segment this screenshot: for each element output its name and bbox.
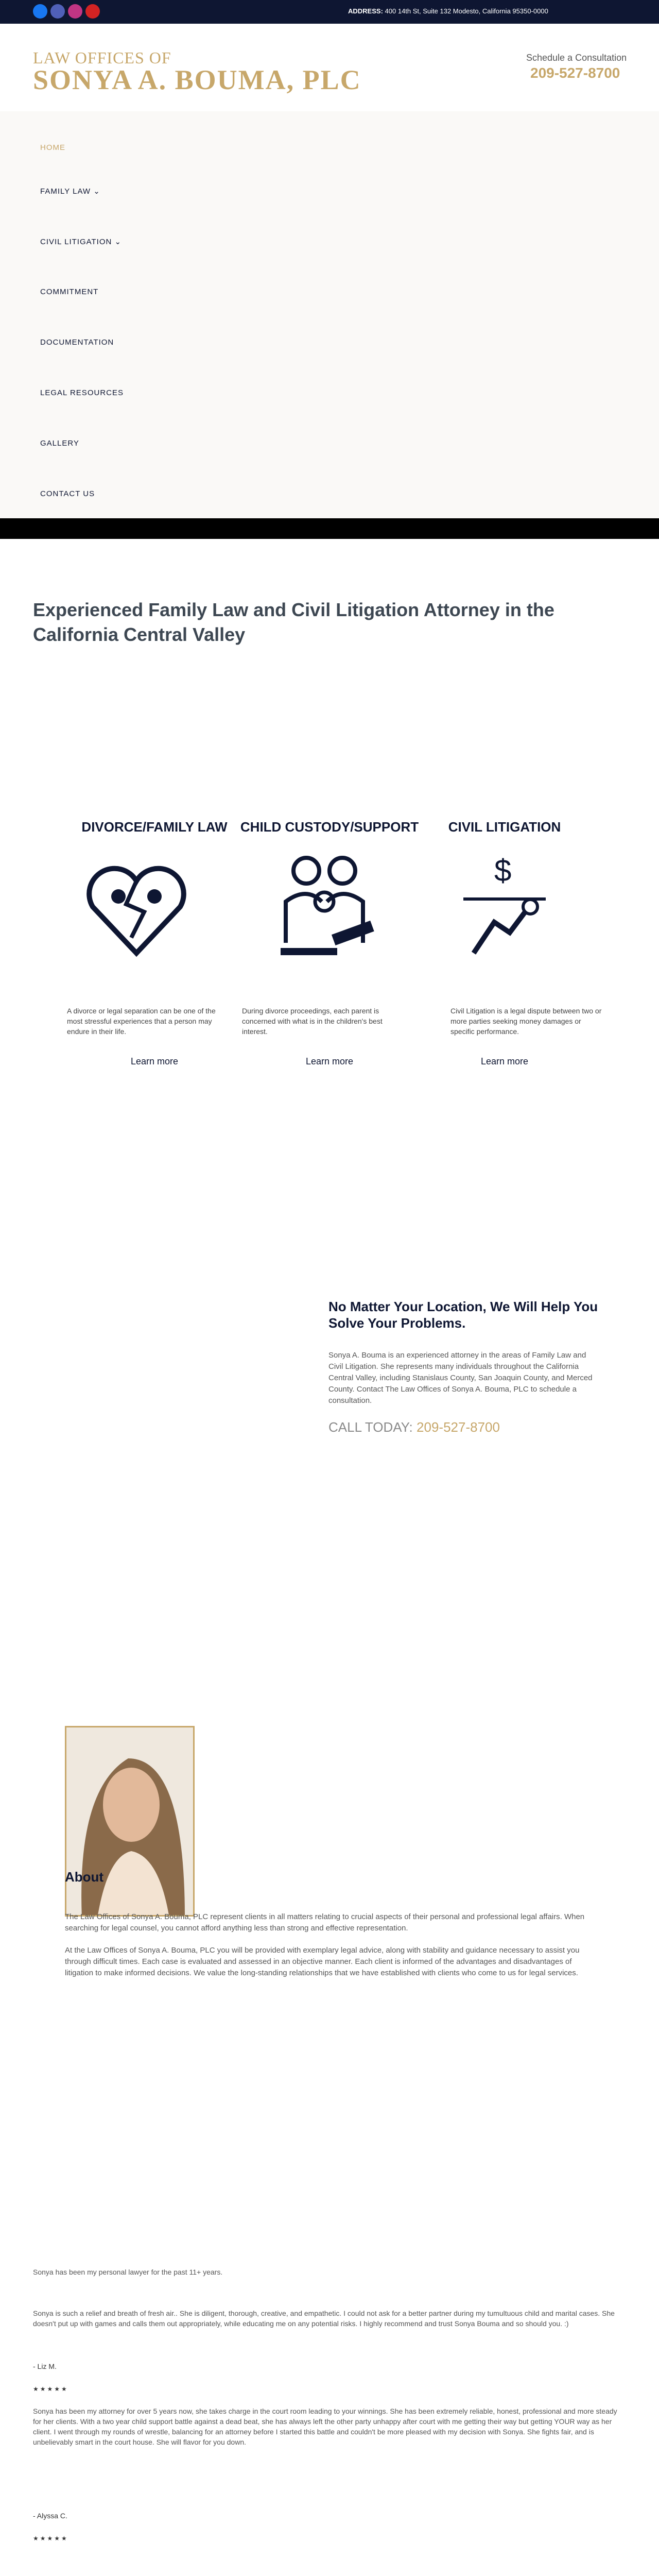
money-dispute-icon <box>453 850 556 963</box>
review-text: Sonya is such a relief and breath of fresh air.. She is diligent, thorough, creative, and empathetic. I could not ask for a better partner during my tumultuous child and marital cases. She doesn't put up with games and calls them out appropriately, while educating me on any potential risks. I highly recommend and trust Sonya Bouma and so should you. :) <box>33 2309 615 2328</box>
service-title-divorce: DIVORCE/FAMILY LAW <box>81 819 228 835</box>
reviewer-name: - Alyssa C. <box>33 2512 67 2520</box>
site-header <box>0 24 659 111</box>
nav-gallery[interactable]: GALLERY <box>40 439 79 448</box>
svg-text:$: $ <box>494 853 512 888</box>
nav-documentation[interactable]: DOCUMENTATION <box>40 338 114 347</box>
nav-civil-litigation[interactable]: CIVIL LITIGATION ⌄ <box>40 238 122 246</box>
call-phone[interactable]: 209-527-8700 <box>417 1419 500 1435</box>
learn-more-civil[interactable]: Learn more <box>480 1056 529 1066</box>
nav-commitment[interactable]: COMMITMENT <box>40 287 99 296</box>
yelp-icon[interactable] <box>85 4 100 19</box>
review-text: Sonya has been my attorney for over 5 years now, she takes charge in the court room leading to your winnings. She has been extremely reliable, honest, professional and more steady for her clients. With a two year child support battle against a dead beat, she has always left the other party unhappy after court with me getting their way but getting YOUR way as her client. I went through my rounds of wrestle, balancing for an attorney before I started this battle and couldn't be more pleased with my decision with Sonya. She fights fair, and is unbelievably smart in the court house. She will flavor for you down. <box>33 2407 617 2446</box>
star-rating: ★★★★★ <box>33 2385 68 2393</box>
attorney-photo <box>65 1726 195 1917</box>
location-text: Sonya A. Bouma is an experienced attorney in the areas of Family Law and Civil Litigation. She represents many individuals throughout the California Central Valley, including Stanislaus County, San Joaquin County, and Merced County. Contact The Law Offices of Sonya A. Bouma, PLC to schedule a consultation. <box>328 1351 593 1405</box>
header-phone[interactable]: 209-527-8700 <box>530 65 620 81</box>
service-text-divorce: A divorce or legal separation can be one of the most stressful experiences that a person may endure in their life. <box>67 1007 216 1036</box>
schedule-label: Schedule a Consultation <box>526 53 627 63</box>
family-gavel-icon <box>270 850 389 963</box>
chevron-down-icon: ⌄ <box>93 187 100 196</box>
service-text-civil: Civil Litigation is a legal dispute between two or more parties seeking money damages or specific performance. <box>450 1007 602 1036</box>
logo-line2[interactable]: SONYA A. BOUMA, PLC <box>33 64 361 95</box>
about-paragraph-2: At the Law Offices of Sonya A. Bouma, PLC you will be provided with exemplary legal advice, along with stability and guidance necessary to assist you through difficult times. Each case is evaluated and assessed in an objective manner. Each client is informed of the advantages and disadvantages of litigation to make informed decisions. We value the long-standing relationships that we have established with clients who come to us for legal services. <box>65 1946 580 1977</box>
nav-contact-us[interactable]: CONTACT US <box>40 489 95 498</box>
top-bar <box>0 0 659 24</box>
page-title: Experienced Family Law and Civil Litigation Attorney in the California Central Valley <box>33 599 554 645</box>
reviewer-name: - Liz M. <box>33 2362 57 2370</box>
address-line <box>348 7 548 15</box>
address-link[interactable]: 400 14th St, Suite 132 Modesto, California 95350-0000 <box>385 7 548 15</box>
review-text: Sonya has been my personal lawyer for the past 11+ years. <box>33 2268 223 2276</box>
star-rating: ★★★★★ <box>33 2535 68 2542</box>
learn-more-custody[interactable]: Learn more <box>305 1056 354 1066</box>
service-title-custody: CHILD CUSTODY/SUPPORT <box>240 819 419 835</box>
nav-legal-resources[interactable]: LEGAL RESOURCES <box>40 388 124 397</box>
service-title-civil: CIVIL LITIGATION <box>448 819 561 835</box>
address-label: ADDRESS: <box>348 7 383 15</box>
nav-family-law[interactable]: FAMILY LAW ⌄ <box>40 187 100 196</box>
linkedin-icon[interactable] <box>50 4 65 19</box>
instagram-icon[interactable] <box>68 4 82 19</box>
nav-home[interactable]: HOME <box>40 143 65 152</box>
logo-line1[interactable]: LAW OFFICES OF <box>33 48 171 67</box>
learn-more-divorce[interactable]: Learn more <box>130 1056 179 1066</box>
call-label: CALL TODAY: <box>328 1419 413 1435</box>
about-title: About <box>65 1869 104 1885</box>
call-today <box>328 1419 500 1435</box>
main-nav <box>0 111 659 518</box>
divider-bar <box>0 518 659 539</box>
about-paragraph-1: The Law Offices of Sonya A. Bouma, PLC represent clients in all matters relating to crucial aspects of their personal and professional legal affairs. When searching for legal counsel, you cannot afford anything less than strong and effective representation. <box>65 1912 585 1933</box>
location-title: No Matter Your Location, We Will Help You Solve Your Problems. <box>328 1299 598 1331</box>
broken-heart-icon <box>82 855 190 963</box>
chevron-down-icon: ⌄ <box>114 238 122 246</box>
facebook-icon[interactable] <box>33 4 47 19</box>
service-text-custody: During divorce proceedings, each parent is concerned with what is in the children's best interest. <box>242 1007 383 1036</box>
